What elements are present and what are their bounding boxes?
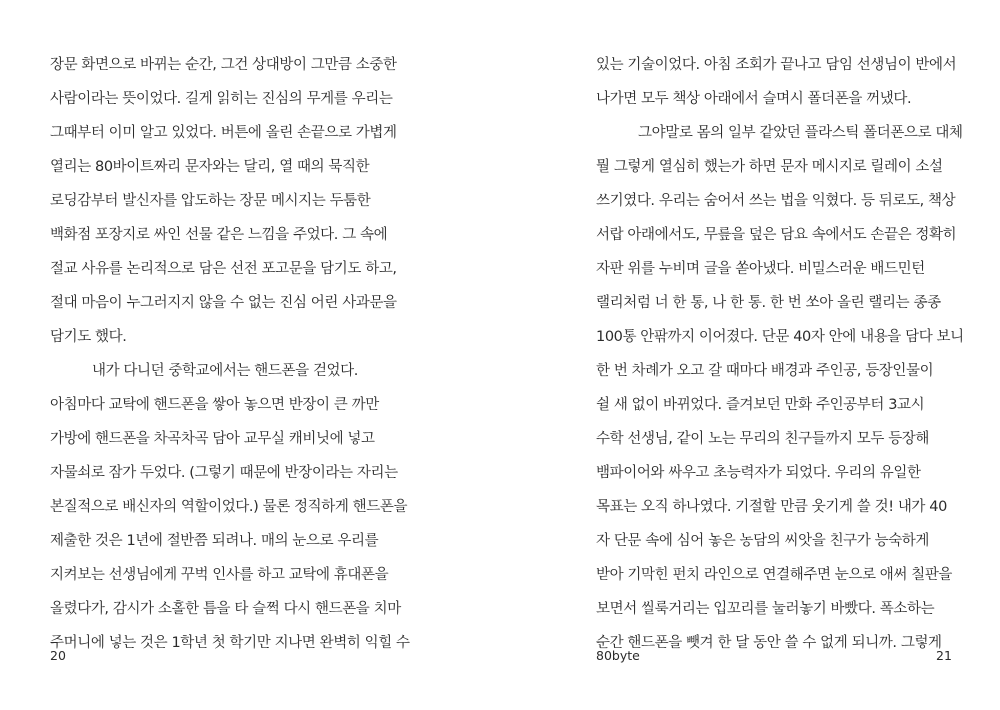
left-page-body (50, 48, 450, 660)
body-line: 쉴 새 없이 바뀌었다. 즐겨보던 만화 주인공부터 3교시 (596, 397, 925, 413)
body-line: 보면서 씰룩거리는 입꼬리를 눌러놓기 바빴다. 폭소하는 (596, 601, 935, 617)
paragraph-start-line: 그야말로 몸의 일부 같았던 플라스틱 폴더폰으로 대체 (638, 125, 963, 141)
body-line: 절교 사유를 논리적으로 담은 선전 포고문을 담기도 하고, (50, 261, 397, 277)
body-line: 올렸다가, 감시가 소홀한 틈을 타 슬쩍 다시 핸드폰을 치마 (50, 601, 401, 617)
body-line: 나가면 모두 책상 아래에서 슬며시 폴더폰을 꺼냈다. (596, 91, 912, 107)
body-line: 아침마다 교탁에 핸드폰을 쌓아 놓으면 반장이 큰 까만 (50, 397, 379, 413)
right-page (500, 0, 1000, 710)
body-line: 지켜보는 선생님에게 꾸벅 인사를 하고 교탁에 휴대폰을 (50, 567, 389, 583)
page-number-right: 21 (936, 648, 952, 663)
body-line: 장문 화면으로 바뀌는 순간, 그건 상대방이 그만큼 소중한 (50, 57, 397, 73)
body-line: 백화점 포장지로 싸인 선물 같은 느낌을 주었다. 그 속에 (50, 227, 388, 243)
body-line: 받아 기막힌 펀치 라인으로 연결해주면 눈으로 애써 칠판을 (596, 567, 953, 583)
body-line: 있는 기술이었다. 아침 조회가 끝나고 담임 선생님이 반에서 (596, 57, 957, 73)
body-line: 본질적으로 배신자의 역할이었다.) 물론 정직하게 핸드폰을 (50, 499, 408, 515)
body-line: 목표는 오직 하나였다. 기절할 만큼 웃기게 쓸 것! 내가 40 (596, 499, 947, 515)
body-line: 쓰기였다. 우리는 숨어서 쓰는 법을 익혔다. 등 뒤로도, 책상 (596, 193, 956, 209)
body-line: 주머니에 넣는 것은 1학년 첫 학기만 지나면 완벽히 익힐 수 (50, 635, 410, 651)
right-page-body (596, 48, 996, 660)
body-line: 열리는 80바이트짜리 문자와는 달리, 열 때의 묵직한 (50, 159, 370, 175)
body-line: 수학 선생님, 같이 노는 무리의 친구들까지 모두 등장해 (596, 431, 930, 447)
body-line: 한 번 차례가 오고 갈 때마다 배경과 주인공, 등장인물이 (596, 363, 934, 379)
body-line: 자 단문 속에 심어 놓은 농담의 씨앗을 친구가 능숙하게 (596, 533, 930, 549)
body-line: 자판 위를 누비며 글을 쏟아냈다. 비밀스러운 배드민턴 (596, 261, 925, 277)
body-line: 사람이라는 뜻이었다. 길게 읽히는 진심의 무게를 우리는 (50, 91, 393, 107)
body-line: 담기도 했다. (50, 329, 127, 345)
running-title: 80byte (596, 648, 640, 663)
body-line: 랠리처럼 너 한 통, 나 한 통. 한 번 쏘아 올린 랠리는 종종 (596, 295, 941, 311)
body-line: 뭘 그렇게 열심히 했는가 하면 문자 메시지로 릴레이 소설 (596, 159, 943, 175)
body-line: 그때부터 이미 알고 있었다. 버튼에 올린 손끝으로 가볍게 (50, 125, 397, 141)
page-number-left: 20 (50, 648, 66, 663)
body-line: 순간 핸드폰을 뺏겨 한 달 동안 쓸 수 없게 되니까. 그렇게 (596, 635, 942, 651)
body-line: 제출한 것은 1년에 절반쯤 되려나. 매의 눈으로 우리를 (50, 533, 379, 549)
body-line: 로딩감부터 발신자를 압도하는 장문 메시지는 두툼한 (50, 193, 371, 209)
body-line: 절대 마음이 누그러지지 않을 수 없는 진심 어린 사과문을 (50, 295, 397, 311)
body-line: 100통 안팎까지 이어졌다. 단문 40자 안에 내용을 담다 보니 (596, 329, 964, 345)
body-line: 서랍 아래에서도, 무릎을 덮은 담요 속에서도 손끝은 정확히 (596, 227, 957, 243)
body-line: 가방에 핸드폰을 차곡차곡 담아 교무실 캐비닛에 넣고 (50, 431, 375, 447)
body-line: 뱀파이어와 싸우고 초능력자가 되었다. 우리의 유일한 (596, 465, 921, 481)
paragraph-start-line: 내가 다니던 중학교에서는 핸드폰을 걷었다. (92, 363, 358, 379)
body-line: 자물쇠로 잠가 두었다. (그렇기 때문에 반장이라는 자리는 (50, 465, 398, 481)
